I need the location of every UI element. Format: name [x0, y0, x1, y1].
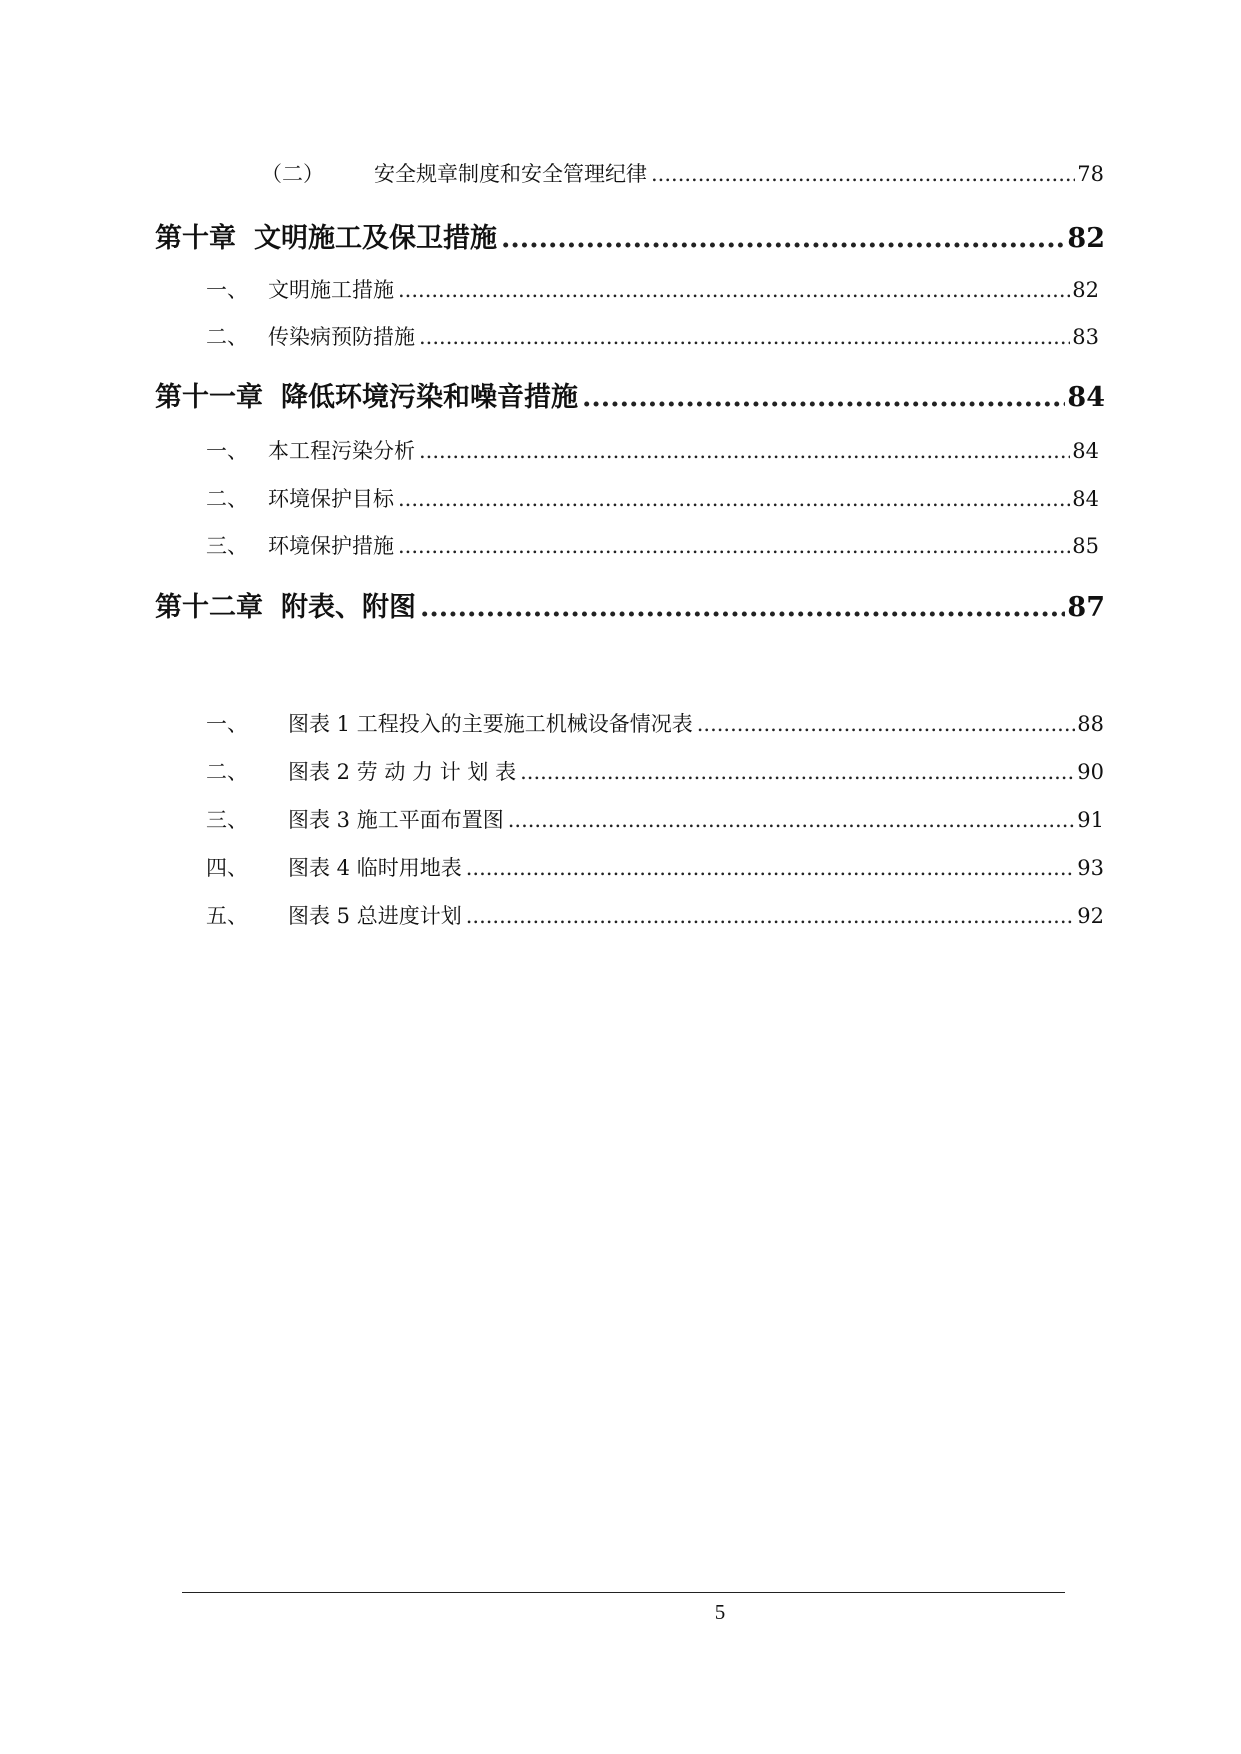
toc-entry-number: 三、 [206, 534, 248, 558]
toc-entry-number: 五、 [206, 904, 248, 928]
dot-leader [398, 278, 1070, 302]
dot-leader [419, 439, 1070, 463]
dot-leader [651, 162, 1075, 186]
dot-leader [420, 592, 1065, 623]
toc-entry-title: 安全规章制度和安全管理纪律 [374, 162, 647, 186]
toc-entry-title: 环境保护目标 [268, 487, 394, 511]
toc-entry-title: 本工程污染分析 [268, 439, 415, 463]
chapter-number: 第十章 [155, 223, 236, 254]
dot-leader [582, 382, 1065, 413]
toc-entry-disease-prevention[interactable] [206, 321, 1099, 351]
toc-entry-pollution-analysis[interactable] [206, 435, 1099, 465]
toc-chapter-11[interactable] [155, 375, 1105, 414]
dot-leader [466, 856, 1076, 880]
chapter-page: 84 [1067, 382, 1105, 413]
toc-entry-number: 三、 [206, 808, 248, 832]
chapter-title: 文明施工及保卫措施 [254, 223, 497, 254]
dot-leader [398, 534, 1070, 558]
toc-entry-civilized-construction[interactable] [206, 274, 1099, 304]
toc-entry-number: 一、 [206, 439, 248, 463]
toc-entry-number: 二、 [206, 325, 248, 349]
toc-entry-page: 83 [1072, 325, 1099, 349]
chapter-page: 87 [1067, 592, 1105, 623]
page-number: 5 [714, 1600, 726, 1624]
toc-entry-page: 91 [1077, 808, 1104, 832]
dot-leader [419, 325, 1070, 349]
toc-entry-page: 93 [1077, 856, 1104, 880]
toc-entry-number: 一、 [206, 278, 248, 302]
toc-entry-title: 环境保护措施 [268, 534, 394, 558]
toc-entry-number: 二、 [206, 760, 248, 784]
toc-entry-page: 90 [1077, 760, 1104, 784]
chapter-title: 附表、附图 [281, 592, 416, 623]
toc-entry-appendix-5[interactable] [206, 900, 1104, 930]
toc-chapter-10[interactable] [155, 216, 1105, 255]
toc-entry-env-goals[interactable] [206, 483, 1099, 513]
toc-entry-appendix-4[interactable] [206, 852, 1104, 882]
chapter-page: 82 [1067, 223, 1105, 254]
dot-leader [501, 223, 1065, 254]
toc-entry-title: 文明施工措施 [268, 278, 394, 302]
toc-entry-page: 84 [1072, 487, 1099, 511]
toc-entry-number: 一、 [206, 712, 248, 736]
chapter-number: 第十二章 [155, 592, 263, 623]
dot-leader [520, 760, 1075, 784]
toc-entry-number: 四、 [206, 856, 248, 880]
dot-leader [398, 487, 1070, 511]
toc-entry-appendix-3[interactable] [206, 804, 1104, 834]
dot-leader [508, 808, 1076, 832]
toc-entry-number: 二、 [206, 487, 248, 511]
toc-entry-env-measures[interactable] [206, 530, 1099, 560]
toc-entry-title: 传染病预防措施 [268, 325, 415, 349]
footer-rule [182, 1592, 1065, 1593]
dot-leader [466, 904, 1076, 928]
toc-entry-security-rules[interactable] [261, 158, 1104, 188]
toc-entry-page: 92 [1077, 904, 1104, 928]
toc-entry-number: （二） [261, 162, 324, 186]
dot-leader [697, 712, 1076, 736]
toc-entry-title: 图表 4 临时用地表 [288, 856, 462, 880]
toc-entry-appendix-2[interactable] [206, 756, 1104, 786]
toc-entry-title: 图表 3 施工平面布置图 [288, 808, 504, 832]
toc-entry-page: 82 [1072, 278, 1099, 302]
chapter-title: 降低环境污染和噪音措施 [281, 382, 578, 413]
toc-entry-title: 图表 1 工程投入的主要施工机械设备情况表 [288, 712, 693, 736]
chapter-number: 第十一章 [155, 382, 263, 413]
toc-entry-page: 88 [1077, 712, 1104, 736]
toc-entry-page: 78 [1077, 162, 1104, 186]
toc-entry-appendix-1[interactable] [206, 708, 1104, 738]
toc-entry-title: 图表 2 劳 动 力 计 划 表 [288, 760, 517, 784]
toc-entry-page: 84 [1072, 439, 1099, 463]
toc-entry-page: 85 [1072, 534, 1099, 558]
toc-entry-title: 图表 5 总进度计划 [288, 904, 462, 928]
toc-chapter-12[interactable] [155, 585, 1105, 624]
